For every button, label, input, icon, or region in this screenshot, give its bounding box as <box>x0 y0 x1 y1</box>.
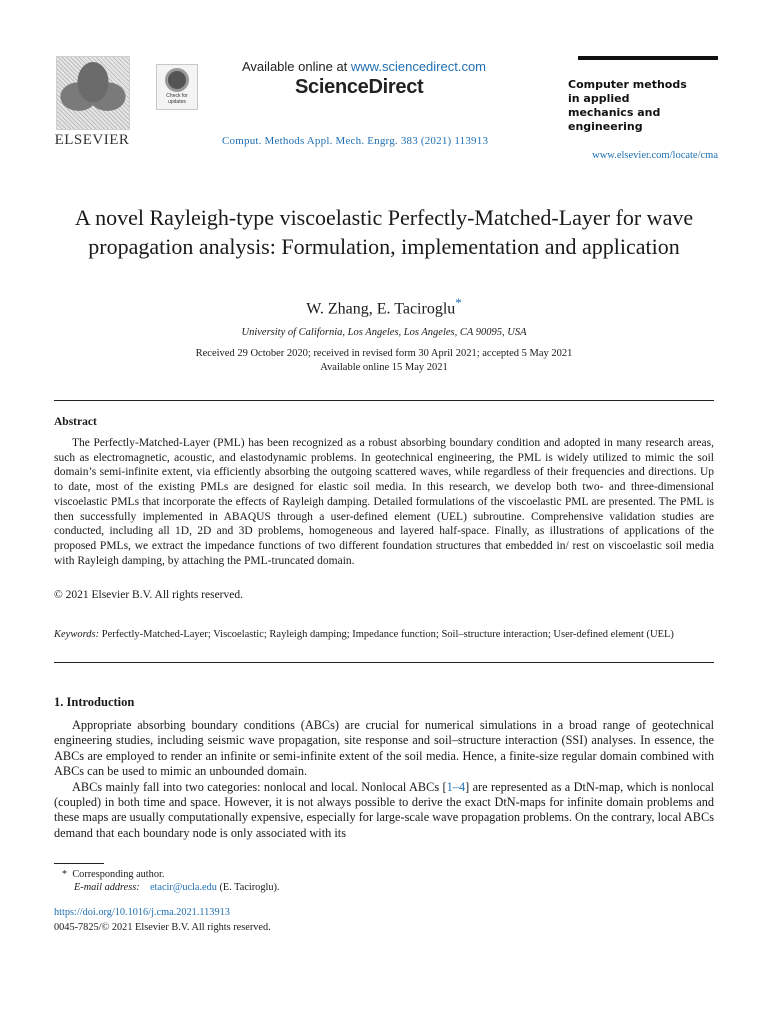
journal-url-link[interactable]: www.elsevier.com/locate/cma <box>592 150 718 161</box>
authors <box>0 295 768 318</box>
journal-title <box>558 78 718 134</box>
check-updates-label: Check for updates <box>166 93 188 105</box>
paragraph-text: ] are represented as a DtN-map, which is nonlocal (coupled) in both time and space. However, it is not always possible to derive the exact DtN-maps for infinite domain problems and these maps are usually computationally expensive, especially for large-scale wave propagation problems. On the contrary, local ABCs demand that each boundary node is only associated with its <box>54 779 715 840</box>
abstract-copyright: © 2021 Elsevier B.V. All rights reserved. <box>54 589 243 601</box>
journal-title-line: engineering <box>568 120 643 133</box>
journal-header <box>50 56 718 166</box>
article-title: A novel Rayleigh-type viscoelastic Perfectly-Matched-Layer for wave propagation analysis: Formulation, implementation and application <box>74 205 694 259</box>
journal-title-line: Computer methods <box>568 78 687 91</box>
check-updates-icon <box>165 68 189 92</box>
divider <box>54 400 714 401</box>
author-names: W. Zhang, E. Taciroglu <box>306 300 456 318</box>
footnote-divider <box>54 863 104 864</box>
check-for-updates-button[interactable] <box>156 64 198 110</box>
journal-title-line: in applied <box>568 92 630 105</box>
citation-link[interactable]: 1–4 <box>446 779 466 794</box>
introduction-body <box>54 718 714 841</box>
footnote-email <box>62 881 280 894</box>
section-heading: 1. Introduction <box>54 695 135 709</box>
affiliation: University of California, Los Angeles, Los Angeles, CA 90095, USA <box>241 327 527 338</box>
email-link[interactable]: etacir@ucla.edu <box>149 882 217 893</box>
sciencedirect-link[interactable]: www.sciencedirect.com <box>350 59 487 74</box>
sciencedirect-logo[interactable]: ScienceDirect <box>295 76 424 98</box>
paragraph: Appropriate absorbing boundary conditions (ABCs) are crucial for numerical simulations in a broad range of geotechnical engineering studies, including seismic wave propagation, site response and soil–structure interaction (SSI) analyses. In essence, the ABCs are employed to render an infinite or semi-infinite extent of the soil media. Hence, a finite-size regular domain combined with ABCs can be used to mimic an unbounded domain. <box>54 718 714 779</box>
footnote-text: Corresponding author. <box>72 869 165 880</box>
divider <box>54 662 714 663</box>
email-name: (E. Taciroglu). <box>219 882 280 893</box>
abstract-heading: Abstract <box>54 416 97 428</box>
publisher-name: ELSEVIER <box>54 132 130 148</box>
elsevier-logo[interactable] <box>50 56 134 148</box>
received-dates: Received 29 October 2020; received in revised form 30 April 2021; accepted 5 May 2021 <box>195 348 573 359</box>
available-online <box>242 59 486 74</box>
journal-citation[interactable]: Comput. Methods Appl. Mech. Engrg. 383 (2021) 113913 <box>222 135 489 147</box>
footnote-corresponding <box>62 868 280 881</box>
footnote-mark: * <box>62 869 68 880</box>
doi-link[interactable]: https://doi.org/10.1016/j.cma.2021.113913 <box>54 907 230 918</box>
footnote <box>62 868 280 894</box>
available-online-prefix: Available online at <box>242 59 351 74</box>
elsevier-tree-icon <box>56 56 130 130</box>
journal-title-line: mechanics and <box>568 106 661 119</box>
keywords-label: Keywords: <box>54 629 100 640</box>
available-date: Available online 15 May 2021 <box>320 362 448 373</box>
abstract-body: The Perfectly-Matched-Layer (PML) has been recognized as a robust absorbing boundary condition and adopted in many research areas, such as electromagnetic, acoustic, and elastodynamic problems. In geotechnical engineering, the PML is widely utilized to mimic the soil domain’s semi-infinite extent, via efficiently absorbing the outgoing scattered waves, while regardless of their frequencies and directions. Up to date, most of the existing PMLs are designed for elastic soil media. In this research, we develop both two- and three-dimensional viscoelastic PMLs that incorporate the effects of Rayleigh damping. Detailed formulations of the viscoelastic PML are presented. The PML is then successfully implemented in ABAQUS through a user-defined element (UEL) subroutine. Comprehensive validation studies are conducted, including all 1D, 2D and 3D problems, homogeneous and layered half-space. Finally, as illustrations of applications of the proposed PMLs, we extract the impedance functions of two different foundation structures that embedded in/ rest on viscoelastic soil media with Rayleigh damping, by attaching the PML-truncated domain. <box>54 437 714 567</box>
article-dates <box>0 347 768 375</box>
keywords-list: Perfectly-Matched-Layer; Viscoelastic; Rayleigh damping; Impedance function; Soil–structure interaction; User-defined element (UEL) <box>101 629 674 640</box>
corresponding-author-mark[interactable]: * <box>455 295 462 310</box>
email-label: E-mail address: <box>74 882 140 893</box>
issn-copyright: 0045-7825/© 2021 Elsevier B.V. All rights reserved. <box>54 922 271 933</box>
keywords <box>54 628 714 642</box>
paragraph-text: ABCs mainly fall into two categories: nonlocal and local. Nonlocal ABCs [ <box>72 779 447 794</box>
paragraph <box>54 780 714 842</box>
journal-title-bar <box>578 56 718 60</box>
